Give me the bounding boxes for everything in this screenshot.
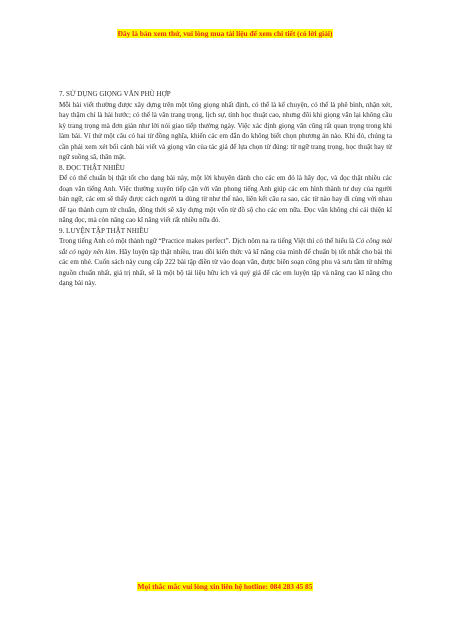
document-content (59, 89, 392, 289)
section-heading-practice: 9. LUYỆN TẬP THẬT NHIỀU (59, 226, 149, 235)
section-heading-reading: 8. ĐỌC THẬT NHIỀU (59, 163, 125, 172)
section-body-tone: Mỗi bài viết thường được xây dựng trên một tông giọng nhất định, có thể là kể chuyện, có thể là phê bình, nhận xét, hay thậm chí là hài hước; có thể là văn trang trọng, lịch sự, tính học thuật cao, nhưng đôi khi giọng văn lại không cầu kỳ trang trọng mà đơn giản như lời nói giao tiếp thường ngày. Việc xác định giọng văn cũng rất quan trọng trong khi làm bài. Ví thử một câu có hai từ đồng nghĩa, khiến các em đắn đo không biết chọn phương án nào. Khi đó, chúng ta cần phải xem xét bối cảnh bài viết và giọng văn của tác giả để lựa chọn từ đúng: từ ngữ trang trọng, học thuật hay từ ngữ suồng sã, thân mật. (59, 100, 392, 161)
practice-proverb: Có công mài sắt có ngày nên kim (59, 237, 393, 256)
practice-text-end: . Hãy luyện tập thật nhiều, trau dồi kiến thức và kĩ năng của mình để chuẩn bị tốt nhất cho bài thi các em nhé. Cuốn sách này cung cấp 222 bài tập điền từ vào đoạn văn, được biên soạn công phu và sưu tầm từ những nguồn chuẩn nhất, giá trị nhất, sẽ là một bộ tài liệu hữu ích và quý giá để các em luyện tập và nâng cao kĩ năng cho dạng bài này. (59, 247, 392, 287)
hotline-banner (0, 582, 450, 592)
hotline-text: Mọi thắc mắc vui lòng xin liên hệ hotline: 084 283 45 85 (137, 582, 313, 591)
practice-text-start: Trong tiếng Anh có một thành ngữ “Practice makes perfect”. Dịch nôm na ra tiếng Việt thì có thể hiểu là (59, 237, 356, 245)
section-body-reading: Để có thể chuẩn bị thật tốt cho dạng bài này, một lời khuyên dành cho các em đó là hãy đọc, và đọc thật nhiều các đoạn văn tiếng Anh. Việc thường xuyên tiếp cận với văn phong tiếng Anh giúp các em hình thành tư duy của người bản ngữ, các em sẽ thấy được cách người ta dùng từ như thế nào, liên kết câu ra sao, các từ nào hay đi cùng với nhau để tạo thành cụm từ chuẩn, đồng thời sẽ xây dựng một vốn từ đồ sộ cho các em nữa. Đọc văn không chỉ cải thiện kĩ năng đọc, mà còn nâng cao kĩ năng viết rất nhiều nữa đó. (59, 174, 392, 224)
preview-notice-banner (0, 29, 450, 39)
section-heading-tone: 7. SỬ DỤNG GIỌNG VĂN PHÙ HỢP (59, 90, 171, 98)
section-body-practice (59, 236, 392, 289)
preview-notice-text: Đây là bản xem thử, vui lòng mua tài liệu để xem chi tiết (có lời giải) (117, 29, 333, 38)
